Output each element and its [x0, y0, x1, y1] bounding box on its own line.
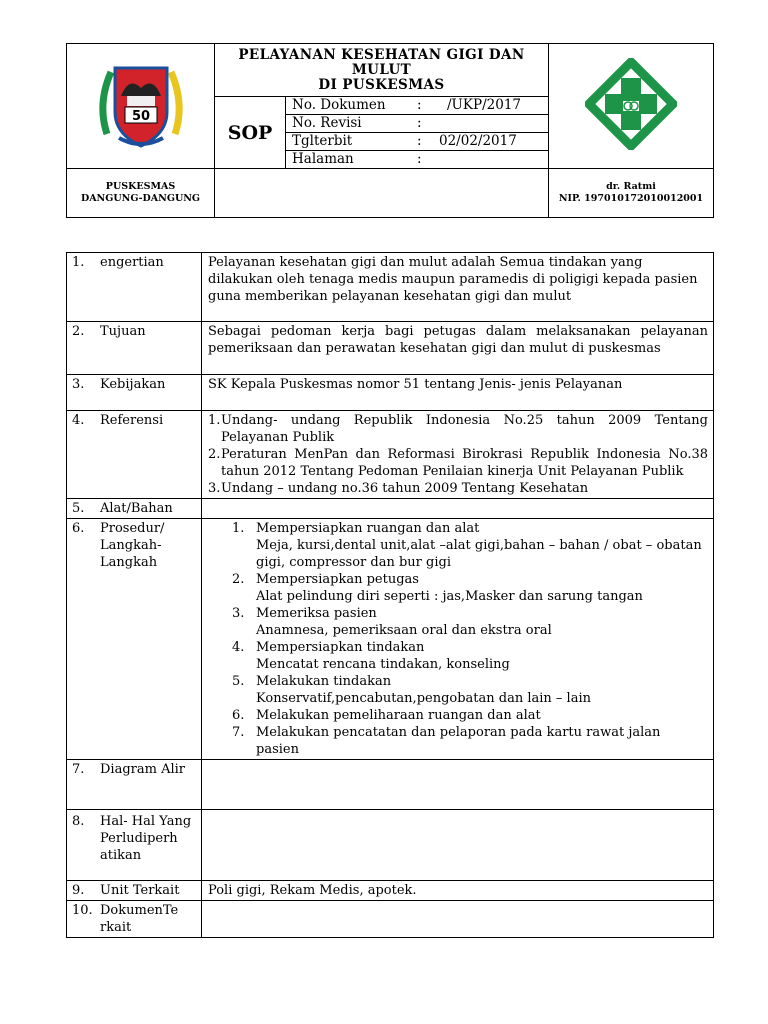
right-logo-cell — [549, 44, 714, 169]
row-kebijakan: 3. Kebijakan SK Kepala Puskesmas nomor 51 tentang Jenis- jenis Pelayanan — [67, 375, 714, 411]
procedure-step: 6. Melakukan pemeliharaan ruangan dan alat — [232, 708, 541, 723]
row-pengertian: 1. engertian Pelayanan kesehatan gigi dan mulut adalah Semua tindakan yang dilakukan oleh tenaga medis maupun paramedis di poligigi kepada pasien guna memberikan pelayanan kesehatan gigi dan mulut — [67, 253, 714, 322]
procedure-step: 7. Melakukan pencatatan dan pelaporan pada kartu rawat jalan pasien — [232, 725, 661, 757]
procedure-step: 3. Memeriksa pasien Anamnesa, pemeriksaan oral dan ekstra oral — [232, 606, 552, 638]
row-alat-bahan: 5. Alat/Bahan — [67, 499, 714, 519]
sop-label: SOP — [215, 97, 286, 169]
doc-row-page: Halaman : — [286, 151, 548, 169]
signature-space — [215, 169, 549, 218]
doc-row-issue-date: Tglterbit : 02/02/2017 — [286, 133, 548, 151]
procedure-step: 1. Mempersiapkan ruangan dan alat Meja, kursi,dental unit,alat –alat gigi,bahan – bahan / obat – obatan gigi, compressor dan bur gigi — [232, 521, 702, 570]
regency-emblem-icon — [95, 54, 187, 154]
row-prosedur: 6. Prosedur/ Langkah- Langkah 1. Mempersiapkan ruangan dan alat Meja, kursi,dental unit,alat –alat gigi,bahan – bahan / obat – obatan gigi, compressor dan bur gigi 2. Mempersiapkan petugas Alat pelindung diri seperti : jas,Masker dan sarung tangan 3. Memeriksa pasien Anamnesa, pemeriksaan oral dan ekstra oral 4. Mempersiapkan tindakan Mencatat rencana tindakan, konseling 5. Melakukan tindakan Konservatif,pencabutan,pengobatan dan lain – lain 6. Melakukan pemeliharaan ruangan dan alat 7. Melakukan pencatatan dan pelaporan pada kartu rawat jalan pasien — [67, 519, 714, 760]
document-info-cell — [286, 97, 549, 169]
reference-item: 2. Peraturan MenPan dan Reformasi Birokrasi Republik Indonesia No.38 tahun 2012 Tentang Pedoman Penilaian kinerja Unit Pelayanan Publik — [208, 447, 708, 479]
row-diagram-alir: 7. Diagram Alir — [67, 760, 714, 810]
puskesmas-logo-icon — [585, 58, 677, 150]
reference-item: 1. Undang- undang Republik Indonesia No.25 tahun 2009 Tentang Pelayanan Publik — [208, 413, 708, 445]
procedure-step: 5. Melakukan tindakan Konservatif,pencabutan,pengobatan dan lain – lain — [232, 674, 591, 706]
row-hal-diperhatikan: 8. Hal- Hal Yang Perludiperh atikan — [67, 810, 714, 881]
document-title: PELAYANAN KESEHATAN GIGI DAN MULUT DI PUSKESMAS — [215, 44, 549, 97]
reference-item: 3. Undang – undang no.36 tahun 2009 Tentang Kesehatan — [208, 481, 589, 496]
doc-row-number: No. Dokumen : /UKP/2017 — [286, 97, 548, 115]
row-dokumen-terkait: 10. DokumenTe rkait — [67, 901, 714, 938]
head-signature: dr. Ratmi NIP. 197010172010012001 — [549, 169, 714, 218]
procedure-step: 4. Mempersiapkan tindakan Mencatat rencana tindakan, konseling — [232, 640, 510, 672]
emblem-number: 50 — [131, 109, 150, 124]
puskesmas-name: PUSKESMAS DANGUNG-DANGUNG — [67, 169, 215, 218]
procedure-step: 2. Mempersiapkan petugas Alat pelindung diri seperti : jas,Masker dan sarung tangan — [232, 572, 643, 604]
left-logo-cell — [67, 44, 215, 169]
document-info-table — [286, 97, 548, 168]
sop-content-table — [66, 252, 714, 938]
sop-header-table — [66, 43, 714, 218]
row-unit-terkait: 9. Unit Terkait Poli gigi, Rekam Medis, apotek. — [67, 881, 714, 901]
doc-row-revision: No. Revisi : — [286, 115, 548, 133]
row-referensi: 4. Referensi 1. Undang- undang Republik Indonesia No.25 tahun 2009 Tentang Pelayanan Publik 2. Peraturan MenPan dan Reformasi Birokrasi Republik Indonesia No.38 tahun 2012 Tentang Pedoman Penilaian kinerja Unit Pelayanan Publik 3. Undang – undang no.36 tahun 2009 Tentang Kesehatan — [67, 411, 714, 499]
row-tujuan: 2. Tujuan Sebagai pedoman kerja bagi petugas dalam melaksanakan pelayanan pemeriksaan dan perawatan kesehatan gigi dan mulut di puskesmas — [67, 322, 714, 375]
